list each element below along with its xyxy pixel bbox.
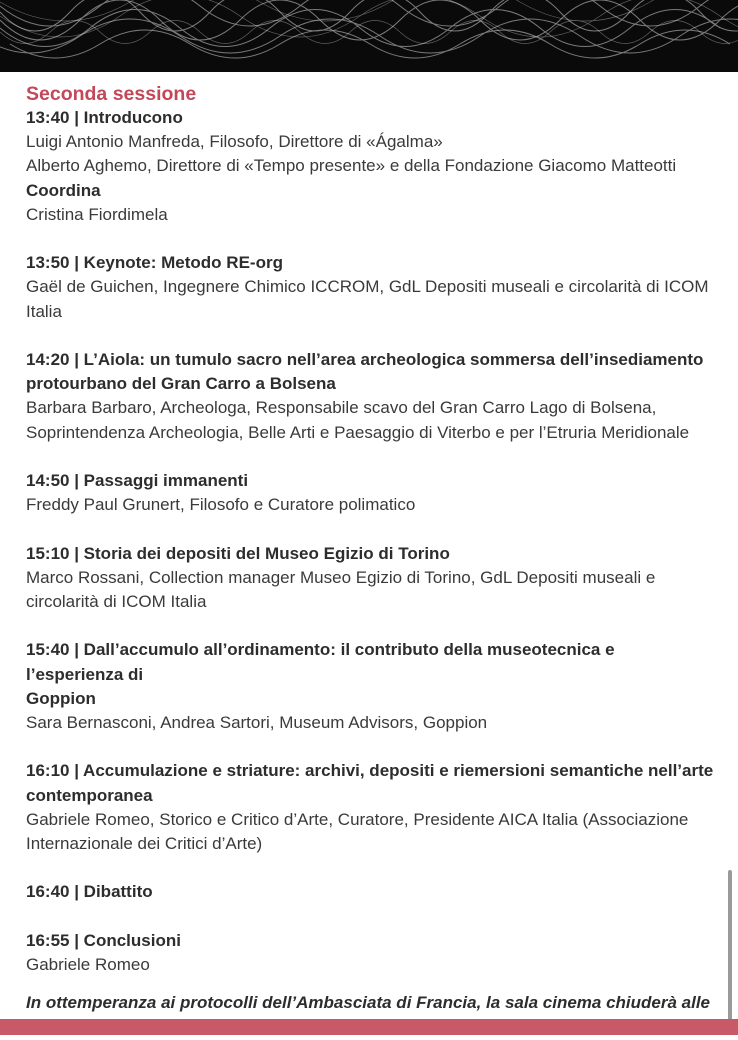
agenda-heading: contemporanea xyxy=(26,785,153,805)
agenda-heading: 15:40 | Dall’accumulo all’ordinamento: il contributo della museotecnica e l’esperienza di xyxy=(26,640,615,684)
agenda-heading: 16:40 | Dibattito xyxy=(26,882,153,902)
agenda-heading: 13:50 | Keynote: Metodo RE-org xyxy=(26,253,283,273)
agenda-item-accumulazione xyxy=(26,759,716,856)
speaker-line: Soprintendenza Archeologia, Belle Arti e Paesaggio di Viterbo e per l’Etruria Meridionale xyxy=(26,422,690,442)
light-waves-graphic xyxy=(0,0,738,72)
agenda-item-museo-egizio xyxy=(26,542,716,615)
agenda-heading: 16:10 | Accumulazione e striature: archivi, depositi e riemersioni semantiche nell’arte xyxy=(26,761,714,781)
speaker-line: Cristina Fiordimela xyxy=(26,204,168,224)
agenda-heading: 16:55 | Conclusioni xyxy=(26,930,181,950)
header-banner-image xyxy=(0,0,738,72)
speaker-line: Alberto Aghemo, Direttore di «Tempo presente» e della Fondazione Giacomo Matteotti xyxy=(26,156,677,176)
agenda-item-aiola xyxy=(26,348,716,445)
agenda-item-introducono xyxy=(26,106,716,227)
speaker-line: Marco Rossani, Collection manager Museo Egizio di Torino, GdL Depositi museali e xyxy=(26,567,656,587)
speaker-line: Internazionale dei Critici d’Arte) xyxy=(26,834,263,853)
agenda-heading: 14:50 | Passaggi immanenti xyxy=(26,471,249,490)
speaker-line: circolarità di ICOM Italia xyxy=(26,592,207,611)
agenda-item-passaggi xyxy=(26,469,716,517)
agenda-heading: 13:40 | Introducono xyxy=(26,108,183,127)
speaker-line: Barbara Barbaro, Archeologa, Responsabile scavo del Gran Carro Lago di Bolsena, xyxy=(26,398,657,418)
agenda-item-keynote xyxy=(26,251,716,324)
speaker-line: Italia xyxy=(26,301,62,321)
closing-note: In ottemperanza ai protocolli dell’Ambasciata di Francia, la sala cinema chiuderà alle xyxy=(26,993,711,1013)
agenda-heading: 14:20 | L’Aiola: un tumulo sacro nell’area archeologica sommersa dell’insediamento xyxy=(26,350,704,369)
speaker-line: Luigi Antonio Manfreda, Filosofo, Direttore di «Ágalma» xyxy=(26,132,443,152)
agenda-heading: protourbano del Gran Carro a Bolsena xyxy=(26,374,336,394)
scrollbar[interactable] xyxy=(728,870,732,1030)
agenda-item-conclusioni xyxy=(26,929,716,977)
speaker-line: Sara Bernasconi, Andrea Sartori, Museum Advisors, Goppion xyxy=(26,713,488,732)
speaker-line: Freddy Paul Grunert, Filosofo e Curatore polimatico xyxy=(26,495,416,515)
coordina-heading: Coordina xyxy=(26,180,101,200)
agenda-heading: Goppion xyxy=(26,688,96,708)
agenda-item-goppion xyxy=(26,638,716,735)
speaker-line: Gaël de Guichen, Ingegnere Chimico ICCROM, GdL Depositi museali e circolarità di ICOM xyxy=(26,277,709,297)
program-content xyxy=(26,82,716,1040)
footer-bar xyxy=(0,1019,738,1035)
agenda-item-dibattito xyxy=(26,880,716,904)
agenda-heading: 15:10 | Storia dei depositi del Museo Egizio di Torino xyxy=(26,543,450,563)
session-title: Seconda sessione xyxy=(26,83,197,105)
speaker-line: Gabriele Romeo, Storico e Critico d’Arte, Curatore, Presidente AICA Italia (Associazione xyxy=(26,809,689,829)
speaker-line: Gabriele Romeo xyxy=(26,954,150,974)
